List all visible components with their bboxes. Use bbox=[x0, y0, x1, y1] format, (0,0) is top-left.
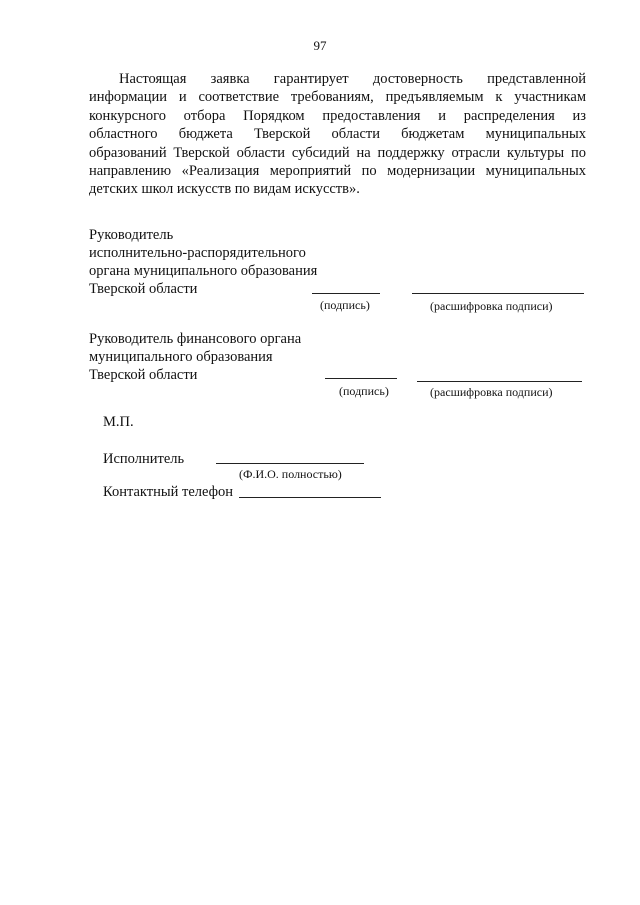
stamp-label: М.П. bbox=[103, 414, 134, 430]
signature-decoding-caption: (расшифровка подписи) bbox=[430, 385, 553, 399]
paragraph-line: детских школ искусств по видам искусств». bbox=[89, 181, 360, 198]
head-title-line: органа муниципального образования bbox=[89, 263, 318, 279]
page-number: 97 bbox=[313, 38, 327, 53]
executor-name-caption: (Ф.И.О. полностью) bbox=[239, 467, 342, 481]
paragraph-line: информации и соответствие требованиям, предъявляемым к участникам bbox=[89, 89, 586, 106]
signature-caption: (подпись) bbox=[320, 298, 370, 312]
contact-phone-label: Контактный телефон bbox=[103, 484, 234, 500]
head-title-line: исполнительно-распорядительного bbox=[89, 245, 306, 261]
signature-line bbox=[325, 378, 397, 379]
finance-head-title-line: муниципального образования bbox=[89, 349, 273, 365]
paragraph-line: конкурсного отбора Порядком предоставления и распределения из bbox=[89, 107, 586, 124]
guarantee-paragraph bbox=[89, 70, 586, 199]
head-title-line: Руководитель bbox=[89, 227, 174, 243]
signature-caption: (подпись) bbox=[339, 384, 389, 398]
paragraph-line: направлению «Реализация мероприятий по модернизации муниципальных bbox=[89, 163, 586, 180]
paragraph-line: Настоящая заявка гарантирует достоверность представленной bbox=[119, 71, 586, 87]
contact-phone-line bbox=[239, 497, 381, 498]
head-title-line: Тверской области bbox=[89, 281, 198, 297]
executor-label: Исполнитель bbox=[103, 451, 185, 467]
finance-head-title-line: Руководитель финансового органа bbox=[89, 331, 302, 347]
executor-name-line bbox=[216, 463, 364, 464]
paragraph-line: образований Тверской области субсидий на поддержку отрасли культуры по bbox=[89, 144, 586, 161]
signature-decoding-line bbox=[412, 293, 584, 294]
signature-line bbox=[312, 293, 380, 294]
finance-head-title-line: Тверской области bbox=[89, 367, 198, 383]
signature-decoding-line bbox=[417, 381, 582, 382]
paragraph-line: областного бюджета Тверской области бюджетам муниципальных bbox=[89, 126, 586, 143]
signature-decoding-caption: (расшифровка подписи) bbox=[430, 299, 553, 313]
